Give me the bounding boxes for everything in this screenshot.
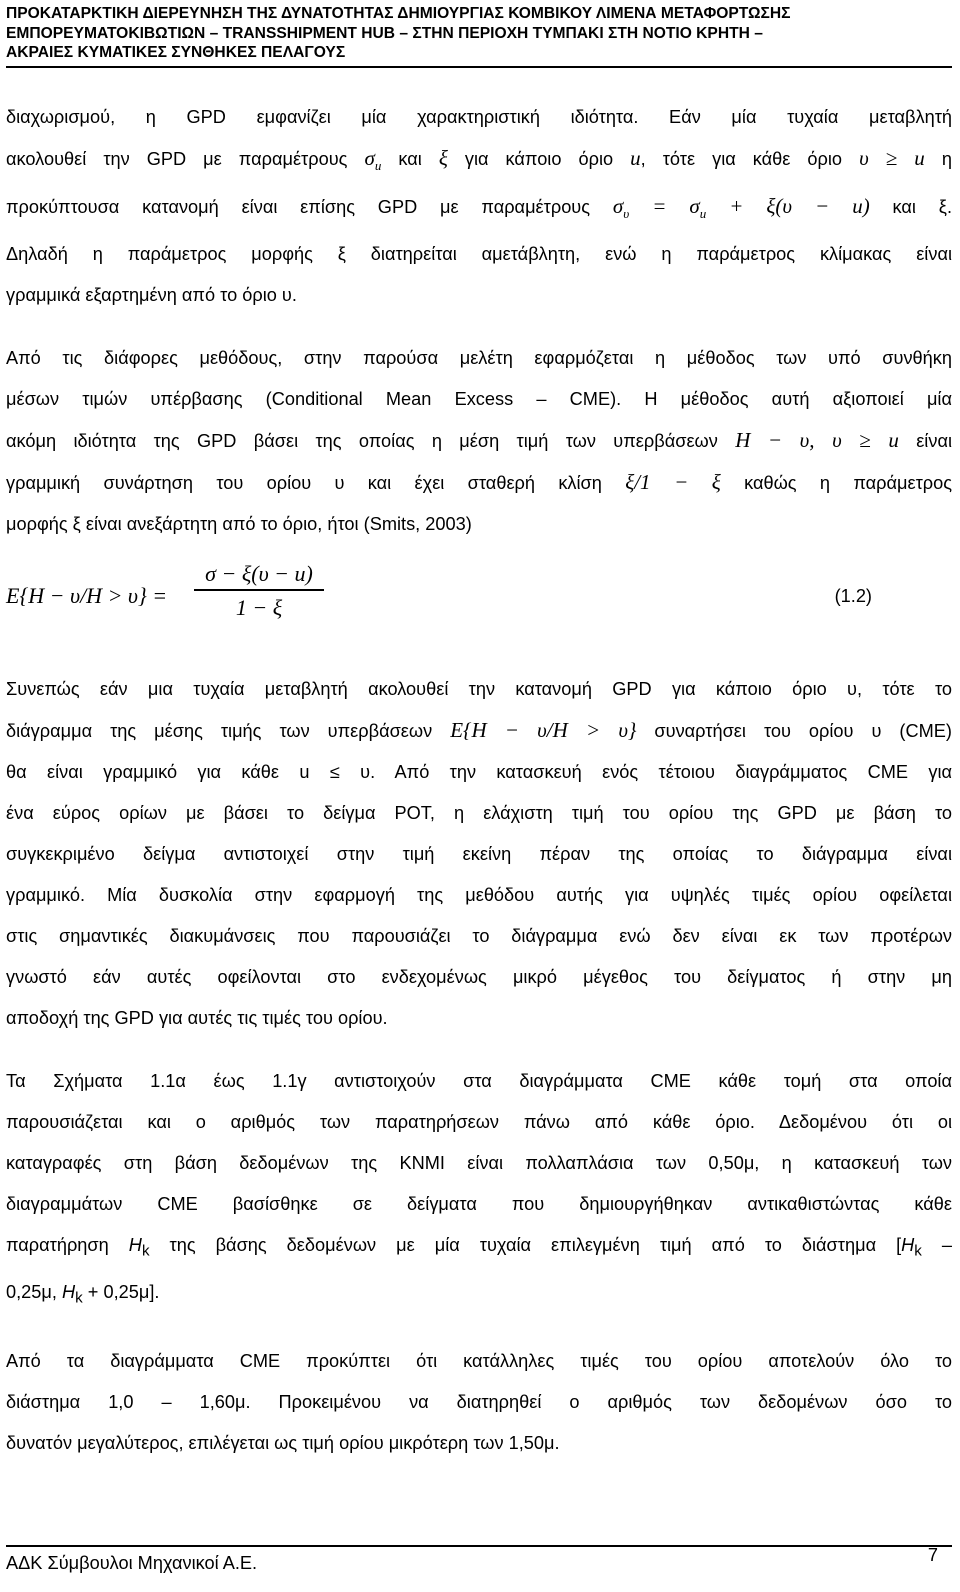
math-geq: ≥ <box>885 146 898 170</box>
text-span: της βάσης δεδομένων με μία τυχαία επιλεγμένη τιμή από το διάστημα [ <box>169 1235 902 1256</box>
text-line: μορφής ξ είναι ανεξάρτητη από το όριο, ήτοι (Smits, 2003) <box>6 514 472 535</box>
math-sigma-u <box>364 146 382 174</box>
header-divider <box>6 66 952 68</box>
header-line-1: ΠΡΟΚΑΤΑΡΚΤΙΚΗ ΔΙΕΡΕΥΝΗΣΗ ΤΗΣ ΔΥΝΑΤΟΤΗΤΑΣ ΔΗΜΙΟΥΡΓΙΑΣ ΚΟΜΒΙΚΟΥ ΛΙΜΕΝΑ ΜΕΤΑΦΟΡΤΩΣΗΣ <box>6 5 791 22</box>
var-subscript: k <box>75 1289 83 1307</box>
footer-divider <box>6 1545 952 1547</box>
text-line: ένα εύρος ορίων με βάσει το δείγμα POT, η ελάχιστη τιμή του ορίου της GPD με βάση το <box>6 803 952 824</box>
var-h: H <box>62 1282 76 1303</box>
text-span: και <box>892 197 916 218</box>
math-u: u <box>914 146 925 170</box>
equation-denominator: 1 − ξ <box>235 594 283 620</box>
text-span: του ορίου υ και έχει σταθερή κλίση <box>216 473 602 494</box>
text-line <box>6 420 952 462</box>
math-symbol: + ξ(υ − u) <box>729 194 870 219</box>
text-line <box>6 1272 952 1319</box>
text-span: + 0,25μ]. <box>87 1282 160 1303</box>
header-line-2: ΕΜΠΟΡΕΥΜΑΤΟΚΙΒΩΤΙΩΝ – TRANSSHIPMENT HUB – ΣΤΗΝ ΠΕΡΙΟΧΗ ΤΥΜΠΑΚΙ ΣΤΗ ΝΟΤΙΟ ΚΡΗΤΗ – <box>6 24 763 42</box>
math-subscript: υ <box>623 206 630 222</box>
text-line: διάστημα 1,0 – 1,60μ. Προκειμένου να διατηρηθεί ο αριθμός των δεδομένων όσο το <box>6 1391 952 1412</box>
math-subscript: u <box>699 206 707 222</box>
text-span <box>169 1235 922 1261</box>
text-span: η <box>941 149 952 169</box>
text-symbol: ξ <box>938 197 947 218</box>
math-subscript: u <box>374 158 382 174</box>
footer-company: ΑΔΚ Σύμβουλοι Μηχανικοί Α.Ε. <box>6 1553 258 1573</box>
text-line <box>6 186 952 234</box>
text-line: μέσων τιμών υπέρβασης (Conditional Mean Excess – CME). Η μέθοδος αυτή αξιοποιεί μία <box>6 389 952 410</box>
text-line: στις σημαντικές διακυμάνσεις που παρουσιάζει το διάγραμμα ενώ δεν είναι εκ των προτέρων <box>6 926 952 947</box>
math-xi: ξ <box>438 146 448 170</box>
math-sigma-relation <box>612 194 870 222</box>
text-span: διάγραμμα της μέσης τιμής των υπερβάσεων <box>6 721 433 742</box>
text-span: , τότε για κάθε όριο <box>640 149 843 169</box>
paragraph-cme-diagram <box>6 669 952 1039</box>
equation-lhs: E{H − υ/H > υ} = <box>6 583 168 609</box>
text-span: 0,25μ, <box>6 1282 57 1303</box>
text-span: ακολουθεί την GPD με παραμέτρους <box>6 149 348 169</box>
var-subscript: k <box>914 1243 922 1261</box>
text-line: Από τα διαγράμματα CME προκύπτει ότι κατάλληλες τιμές του ορίου αποτελούν όλο το <box>6 1350 952 1371</box>
text-span: για κάποιο όριο <box>464 149 614 169</box>
text-line: θα είναι γραμμικό για κάθε u ≤ υ. Από την κατασκευή ενός τέτοιου διαγράμματος CME για <box>6 762 952 783</box>
paragraph-figures <box>6 1061 952 1318</box>
text-line: διαχωρισμού, η GPD εμφανίζει μία χαρακτηριστική ιδιότητα. Εάν μία τυχαία μεταβλητή <box>6 107 952 127</box>
text-span: παρατήρηση <box>6 1235 109 1256</box>
text-line <box>6 710 952 752</box>
var-subscript: k <box>141 1243 150 1261</box>
equation-fraction <box>194 563 324 619</box>
math-u: u <box>630 146 641 170</box>
text-line: παρουσιάζεται και ο αριθμός των παρατηρήσεων πάνω από κάθε όριο. Δεδομένου ότι οι <box>6 1112 952 1133</box>
text-line <box>6 462 952 504</box>
text-span: είναι <box>916 431 953 452</box>
text-span: και <box>398 149 422 169</box>
math-symbol: = σ <box>652 194 700 219</box>
text-span: γραμμική συνάρτηση <box>6 473 193 494</box>
running-header <box>6 4 952 63</box>
equation-numerator: σ − ξ(υ − u) <box>205 561 313 587</box>
text-line: συγκεκριμένο δείγμα αντιστοιχεί στην τιμή εκείνη πέραν της οποίας το διάγραμμα είναι <box>6 844 952 865</box>
text-line: Δηλαδή η παράμετρος μορφής ξ διατηρείται αμετάβλητη, ενώ η παράμετρος κλίμακας είναι <box>6 244 952 265</box>
page-number: 7 <box>927 1545 938 1565</box>
math-symbol: σ <box>612 194 624 219</box>
text-line: Τα Σχήματα 1.1α έως 1.1γ αντιστοιχούν στα διαγράμματα CME κάθε τομή στα οποία <box>6 1071 952 1092</box>
paragraph-threshold <box>6 1341 952 1464</box>
text-symbol: . <box>946 197 953 218</box>
text-span: προκύπτουσα κατανομή είναι επίσης GPD με παραμέτρους <box>6 197 591 218</box>
text-line: γνωστό εάν αυτές οφείλονται στο ενδεχομένως μικρό μέγεθος του δείγματος ή στην μη <box>6 967 952 988</box>
equation-1-2 <box>6 563 952 643</box>
header-line-3: ΑΚΡΑΙΕΣ ΚΥΜΑΤΙΚΕΣ ΣΥΝΘΗΚΕΣ ΠΕΛΑΓΟΥΣ <box>6 44 346 61</box>
text-span: καθώς η παράμετρος <box>744 473 952 494</box>
text-span <box>939 197 952 217</box>
text-span <box>128 1235 150 1261</box>
text-line: αποδοχή της GPD για αυτές τις τιμές του ορίου. <box>6 1008 388 1029</box>
equation-number: (1.2) <box>834 586 872 607</box>
math-symbol: σ <box>364 146 375 170</box>
text-line: Συνεπώς εάν μια τυχαία μεταβλητή ακολουθεί την κατανομή GPD για κάποιο όριο υ, τότε το <box>6 679 952 700</box>
text-line: δυνατόν μεγαλύτερος, επιλέγεται ως τιμή ορίου μικρότερη των 1,50μ. <box>6 1432 560 1453</box>
paragraph-cme-method <box>6 338 952 545</box>
text-span: συναρτήσει του ορίου υ (CME) <box>654 721 952 742</box>
math-mean-excess: E{H − υ/H > υ} <box>450 718 637 743</box>
text-line: καταγραφές στη βάση δεδομένων της KNMI είναι πολλαπλάσια των 0,50μ, η κατασκευή των <box>6 1153 952 1174</box>
text-span: – <box>941 1235 952 1256</box>
math-slope: ξ/1 − ξ <box>625 470 721 495</box>
document-body <box>6 97 952 1486</box>
math-upsilon: υ <box>859 146 869 170</box>
text-span: ακόμη ιδιότητα της GPD βάσει της οποίας η μέση τιμή των υπερβάσεων <box>6 431 718 452</box>
text-line: Από τις διάφορες μεθόδους, στην παρούσα μελέτη εφαρμόζεται η μέθοδος των υπό συνθήκη <box>6 348 952 369</box>
var-h: H <box>128 1235 142 1256</box>
paragraph-gpd-property <box>6 97 952 316</box>
math-excess: H − υ, υ ≥ u <box>735 428 899 453</box>
text-line <box>6 1225 952 1272</box>
text-line: διαγραμμάτων CME βασίσθηκε σε δείγματα που δημιουργήθηκαν αντικαθιστώντας κάθε <box>6 1194 952 1215</box>
var-h: H <box>901 1235 915 1256</box>
text-line: γραμμικό. Μία δυσκολία στην εφαρμογή της μεθόδου αυτής για υψηλές τιμές ορίου οφείλεται <box>6 885 952 906</box>
text-line: γραμμικά εξαρτημένη από το όριο υ. <box>6 285 297 306</box>
text-line <box>6 138 952 186</box>
